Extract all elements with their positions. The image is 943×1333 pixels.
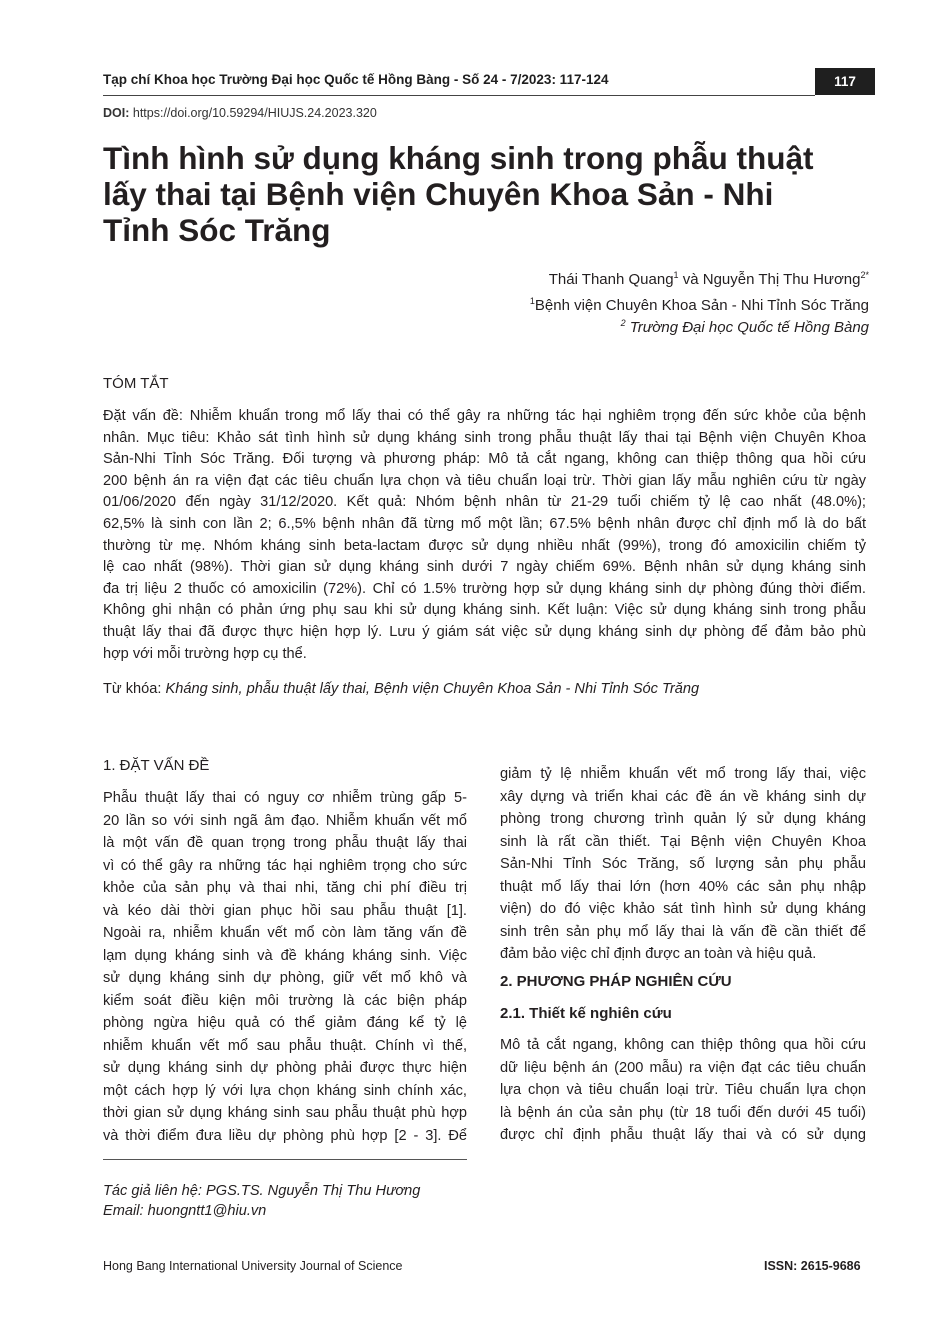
section-2-1-body	[500, 1034, 866, 1147]
abstract-line: 62,5% là sinh con lần 2; 6.,5% bệnh nhân đã từng mổ một lần; 67.5% bệnh nhân được chỉ định mổ là do bất	[103, 515, 866, 532]
body-line: và thời điểm đưa liều dự phòng phù hợp [2 - 3]. Để	[103, 1127, 467, 1144]
doi-link[interactable]: https://doi.org/10.59294/HIUJS.24.2023.320	[132, 106, 377, 120]
body-line: lựa chọn và tiêu chuẩn loại trừ. Tiêu chuẩn lựa chọn	[500, 1082, 866, 1098]
footnote-rule	[103, 1159, 467, 1160]
body-line: phòng ngừa hiệu quả có thể giảm đáng kể tỷ lệ	[103, 1015, 467, 1031]
abstract-line: đa trị liệu 2 thuốc có amoxicilin (72%). Chỉ có 1.5% trường hợp sử dụng kháng sinh dự phòng đúng thời điểm.	[103, 580, 866, 597]
body-line: sinh trên sản phụ mổ lấy thai là vấn đề cần thiết để	[500, 923, 866, 940]
abstract-line: Không ghi nhận có phản ứng phụ sau khi sử dụng kháng sinh. Kết luận: Việc sử dụng kháng sinh trong phẫu	[103, 602, 866, 619]
footer-issn: ISSN: 2615-9686	[764, 1259, 861, 1273]
abstract-line: 200 bệnh án ra viện đạt các tiêu chuẩn lựa chọn và tiêu chuẩn loại trừ. Thời gian lấy mẫu nghiên cứu từ ngày	[103, 472, 866, 489]
title-line: Tỉnh Sóc Trăng	[103, 212, 331, 248]
affiliation-2-text: Trường Đại học Quốc tế Hồng Bàng	[625, 319, 869, 336]
body-line: khỏe của sản phụ và thai nhi, tăng chi phí điều trị	[103, 880, 467, 896]
body-line: sinh là rất cần thiết. Tại Bệnh viện Chuyên Khoa	[500, 833, 866, 850]
title-line: Tình hình sử dụng kháng sinh trong phẫu thuật	[103, 140, 814, 176]
body-line: thuật mổ lấy thai lớn (hơn 40% các sản phụ nhập	[500, 878, 866, 895]
header-rule	[103, 95, 815, 96]
body-line: Ngoài ra, nhiễm khuẩn vết mổ còn làm tăng vấn đề	[103, 925, 467, 941]
doi-line	[103, 106, 377, 120]
body-line: Mô tả cắt ngang, không can thiệp thông qua hồi cứu	[500, 1037, 866, 1053]
body-line: Phẫu thuật lấy thai có nguy cơ nhiễm trùng gấp 5-	[103, 790, 467, 806]
keywords-line	[103, 681, 699, 697]
journal-header: Tạp chí Khoa học Trường Đại học Quốc tế Hồng Bàng - Số 24 - 7/2023: 117-124	[103, 72, 609, 87]
author-1-sup: 1	[673, 270, 679, 280]
body-line: Sản-Nhi Tỉnh Sóc Trăng, số lượng sản phụ phẫu	[500, 856, 866, 872]
abstract-line: thường từ mẹ. Nhóm kháng sinh beta-lactam được sử dụng nhiều nhất (99%), trong đó amoxicilin chiếm tỷ	[103, 537, 866, 554]
abstract-line: thuật lấy thai đã được thực hiện hợp lý. Lưu ý giám sát việc sử dụng kháng sinh dự phòng để đảm bảo phù	[103, 623, 866, 640]
body-line: 20 lần so với sinh ngã âm đạo. Nhiễm khuẩn vết mổ	[103, 812, 467, 829]
affiliation-1-text: Bệnh viện Chuyên Khoa Sản - Nhi Tỉnh Sóc Trăng	[534, 297, 869, 314]
section-2-heading: 2. PHƯƠNG PHÁP NGHIÊN CỨU	[500, 973, 732, 990]
affiliation-2	[621, 318, 869, 336]
body-line: và kéo dài thời gian phục hồi sau phẫu thuật [1].	[103, 902, 467, 919]
section-2-1-heading: 2.1. Thiết kế nghiên cứu	[500, 1005, 672, 1022]
affiliation-1	[530, 296, 869, 314]
abstract-line: nhân. Mục tiêu: Khảo sát tình hình sử dụng kháng sinh trong phẫu thuật lấy thai tại Bệnh viện Chuyên Khoa	[103, 429, 866, 446]
abstract-heading: TÓM TẮT	[103, 375, 169, 392]
abstract-line: lệ cao nhất (98%). Thời gian sử dụng kháng sinh dưới 7 ngày chiếm 69%. Bệnh nhân sử dụng kháng sinh	[103, 559, 866, 576]
authors-line	[549, 270, 869, 288]
body-line: một cách hợp lý với lựa chọn kháng sinh chính xác,	[103, 1082, 467, 1099]
article-title	[103, 140, 893, 248]
affiliation-2-sup: 2	[620, 318, 626, 328]
body-line: lạm dụng kháng sinh và đề kháng kháng sinh. Việc	[103, 947, 467, 964]
body-line: dữ liệu bệnh án (200 mẫu) ra viện đạt các tiêu chuẩn	[500, 1059, 866, 1076]
body-line: là bệnh án của sản phụ (từ 18 tuổi đến dưới 45 tuổi)	[500, 1104, 866, 1121]
abstract-body	[103, 406, 866, 665]
footer-journal: Hong Bang International University Journal of Science	[103, 1259, 403, 1273]
body-line: viện) do đó việc khảo sát tình hình sử dụng kháng	[500, 901, 866, 917]
doi-label: DOI:	[103, 106, 130, 120]
affiliation-1-sup: 1	[529, 296, 535, 306]
body-line: nhiễm khuẩn vết mổ sau phẫu thuật. Chính vì thế,	[103, 1037, 467, 1054]
body-line: đảm bảo việc chỉ định được an toàn và hiệu quả.	[500, 946, 817, 962]
corresponding-email[interactable]: Email: huongntt1@hiu.vn	[103, 1203, 267, 1219]
body-line: phòng trong chương trình quản lý sử dụng kháng	[500, 811, 866, 827]
abstract-line: Đặt vấn đề: Nhiễm khuẩn trong mổ lấy thai có thể gây ra những tác hại nghiêm trọng đến sức khỏe của bệnh	[103, 408, 866, 424]
body-line: thời gian sử dụng kháng sinh sau phẫu thuật phù hợp	[103, 1105, 467, 1121]
authors-and: và	[678, 271, 703, 288]
page-number: 117	[815, 68, 875, 95]
body-line: vì có thể gây ra những tác hại nghiêm trọng cho sức	[103, 857, 467, 874]
abstract-line: Sản-Nhi Tỉnh Sóc Trăng. Đối tượng và phương pháp: Mô tả cắt ngang, không can thiệp thông qua hồi cứu	[103, 451, 866, 468]
section-1-body	[103, 787, 467, 1147]
body-line: kiểm soát điều kiện môi trường là các biện pháp	[103, 992, 467, 1009]
author-1: Thái Thanh Quang	[548, 271, 674, 288]
body-line: giảm tỷ lệ nhiễm khuẩn vết mổ trong lấy thai, việc	[500, 766, 866, 782]
section-1-continued	[500, 763, 866, 966]
keywords-text: Kháng sinh, phẫu thuật lấy thai, Bệnh viện Chuyên Khoa Sản - Nhi Tỉnh Sóc Trăng	[161, 681, 700, 697]
body-line: xây dựng và triển khai các đề án về kháng sinh dự	[500, 788, 866, 805]
author-2-sup: 2*	[860, 270, 869, 280]
abstract-line: hợp với mỗi trường hợp cụ thể.	[103, 645, 307, 662]
abstract-line: 01/06/2020 đến ngày 31/12/2020. Kết quả: Nhóm bệnh nhân từ 21-29 tuổi chiếm tỷ lệ cao nhất (48.0%);	[103, 494, 866, 511]
section-1-heading: 1. ĐẶT VẤN ĐỀ	[103, 757, 210, 774]
body-line: là một vấn đề quan trọng trong phẫu thuật lấy thai	[103, 835, 467, 851]
author-2: Nguyễn Thị Thu Hương	[702, 271, 861, 288]
body-line: được chỉ định phẫu thuật lấy thai và có sử dụng	[500, 1127, 866, 1143]
body-line: sử dụng kháng sinh dự phòng phải được thực hiện	[103, 1060, 467, 1076]
title-line: lấy thai tại Bệnh viện Chuyên Khoa Sản - Nhi	[103, 176, 774, 212]
body-line: sử dụng kháng sinh dự phòng, giữ vết mổ khô và	[103, 970, 467, 986]
keywords-label: Từ khóa:	[103, 681, 162, 697]
corresponding-author: Tác giả liên hệ: PGS.TS. Nguyễn Thị Thu Hương	[103, 1183, 421, 1199]
